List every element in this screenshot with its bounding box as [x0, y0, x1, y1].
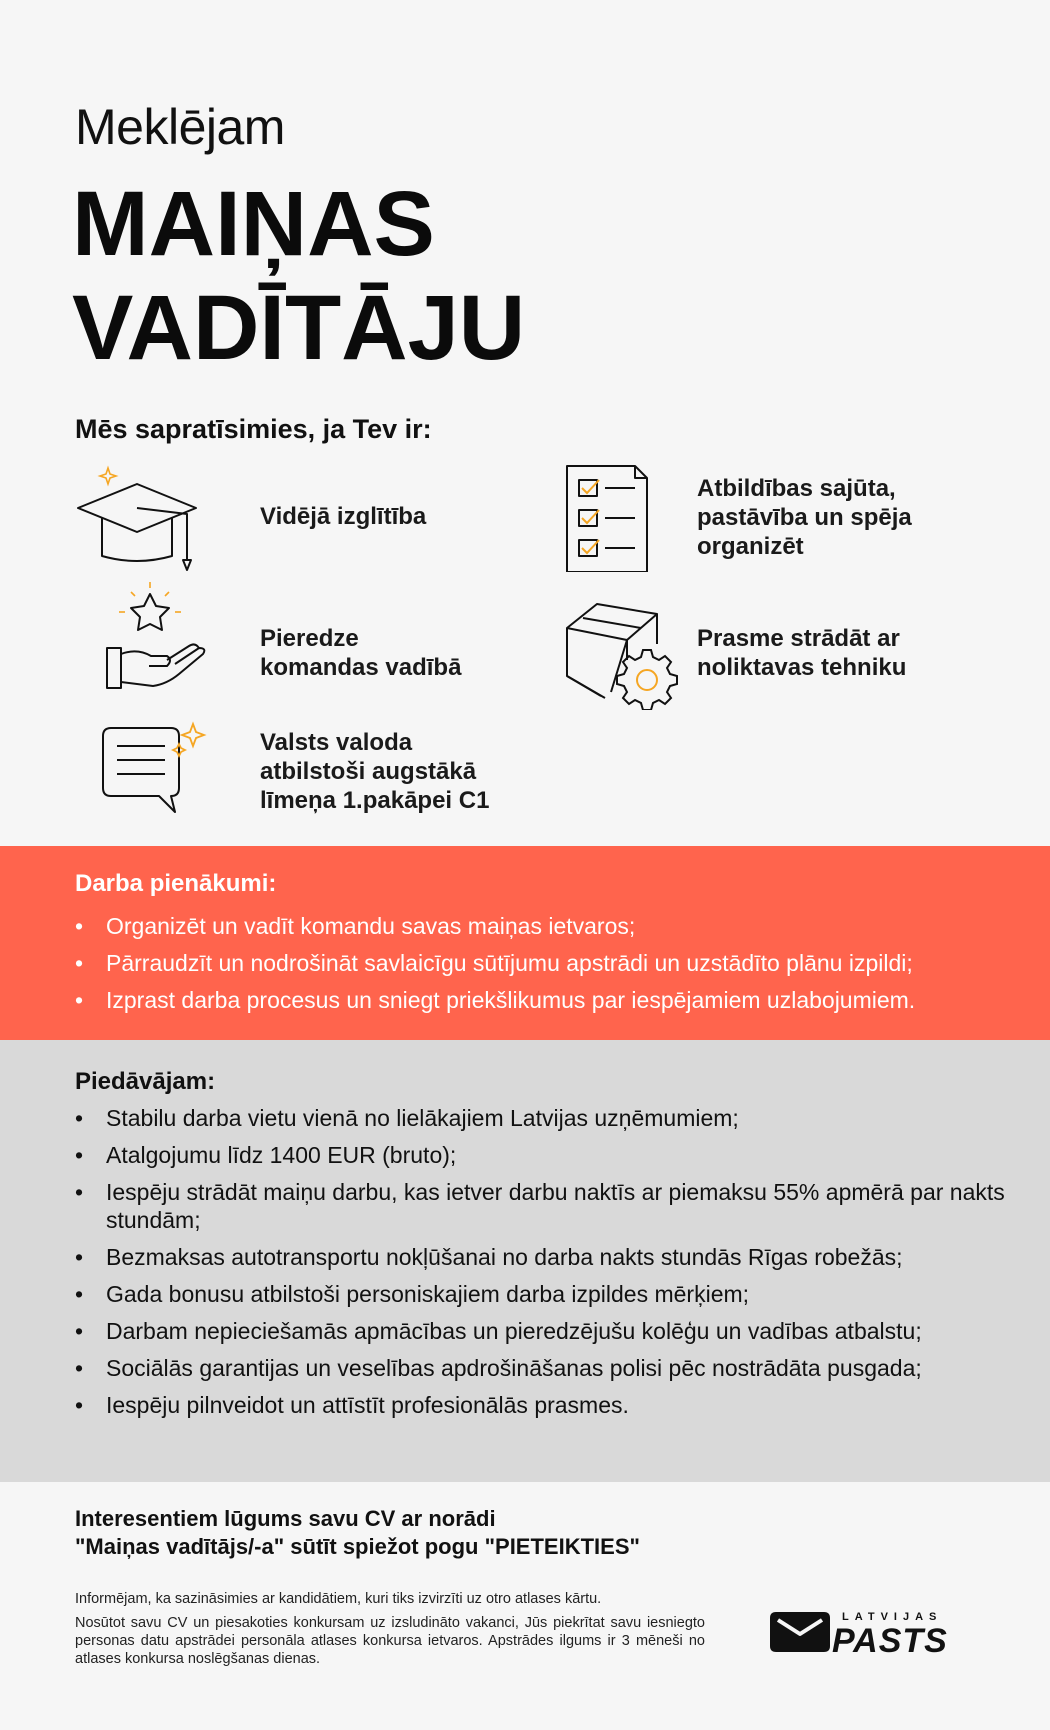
- requirement-education-text: Vidējā izglītība: [260, 503, 427, 530]
- offer-heading: Piedāvājam:: [75, 1068, 216, 1095]
- intro-text: Meklējam: [75, 99, 285, 155]
- logo-text-top: LATVIJAS: [842, 1611, 943, 1623]
- latvijas-pasts-logo: [770, 1606, 980, 1656]
- requirement-team-lead-text: Pieredze komandas vadībā: [260, 625, 462, 681]
- list-item: • Darbam nepieciešamās apmācības un pieredzējušu kolēģu un vadības atbalstu;: [75, 1317, 1015, 1345]
- chat-bubble-icon: [75, 716, 215, 826]
- job-title-line-2: VADĪTĀJU: [72, 277, 526, 379]
- privacy-notice: [75, 1590, 705, 1674]
- checklist-icon: [565, 462, 705, 572]
- hand-star-icon: [75, 582, 215, 692]
- duties-list: [75, 908, 1035, 1019]
- requirement-warehouse-equipment-text: Prasme strādāt ar noliktavas tehniku: [697, 625, 907, 681]
- list-item: • Gada bonusu atbilstoši personiskajiem darba izpildes mērķiem;: [75, 1280, 1015, 1308]
- duties-heading: Darba pienākumi:: [75, 870, 277, 897]
- list-item: • Iespēju strādāt maiņu darbu, kas ietver darbu naktīs ar piemaksu 55% apmērā par nakts stundām;: [75, 1178, 1015, 1234]
- list-item: • Bezmaksas autotransportu nokļūšanai no darba nakts stundās Rīgas robežās;: [75, 1243, 1015, 1271]
- list-item: • Organizēt un vadīt komandu savas maiņas ietvaros;: [75, 908, 1035, 945]
- offer-section: [0, 1040, 1050, 1482]
- logo-text-bottom: PASTS: [832, 1622, 948, 1656]
- notice-paragraph-1: Informējam, ka sazināsimies ar kandidātiem, kuri tiks izvirzīti uz otro atlases kārtu.: [75, 1591, 602, 1607]
- list-item: • Izprast darba procesus un sniegt priekšlikumus par iespējamiem uzlabojumiem.: [75, 982, 1035, 1019]
- offer-list: [75, 1104, 1015, 1428]
- box-gear-icon: [565, 600, 705, 710]
- requirement-language-text: Valsts valoda atbilstoši augstākā līmeņa 1.pakāpei C1: [260, 729, 490, 814]
- requirements-heading: Mēs sapratīsimies, ja Tev ir:: [75, 414, 432, 444]
- list-item: • Sociālās garantijas un veselības apdrošināšanas polisi pēc nostrādāta pusgada;: [75, 1354, 1015, 1382]
- list-item: • Iespēju pilnveidot un attīstīt profesionālās prasmes.: [75, 1391, 1015, 1419]
- notice-paragraph-2: Nosūtot savu CV un piesakoties konkursam uz izsludināto vakanci, Jūs piekrītat savu iesniegto personas datu apstrādei personāla atlases konkursa ietvaros. Apstrādes ilgums ir 3 mēneši no atlases konkursa noslēgšanas dienas.: [75, 1615, 705, 1667]
- job-title-line-1: MAIŅAS: [72, 173, 435, 275]
- list-item: • Atalgojumu līdz 1400 EUR (bruto);: [75, 1141, 1015, 1169]
- list-item: • Stabilu darba vietu vienā no lielākajiem Latvijas uzņēmumiem;: [75, 1104, 1015, 1132]
- apply-instructions: [75, 1505, 640, 1561]
- apply-line-2: "Maiņas vadītājs/-a" sūtīt spiežot pogu "PIETEIKTIES": [75, 1534, 640, 1559]
- apply-line-1: Interesentiem lūgums savu CV ar norādi: [75, 1506, 496, 1531]
- requirement-responsibility-text: Atbildības sajūta, pastāvība un spēja organizēt: [697, 475, 912, 560]
- graduation-cap-icon: [75, 462, 215, 572]
- list-item: • Pārraudzīt un nodrošināt savlaicīgu sūtījumu apstrādi un uzstādīto plānu izpildi;: [75, 945, 1035, 982]
- duties-section: [0, 846, 1050, 1040]
- job-title: [72, 172, 525, 380]
